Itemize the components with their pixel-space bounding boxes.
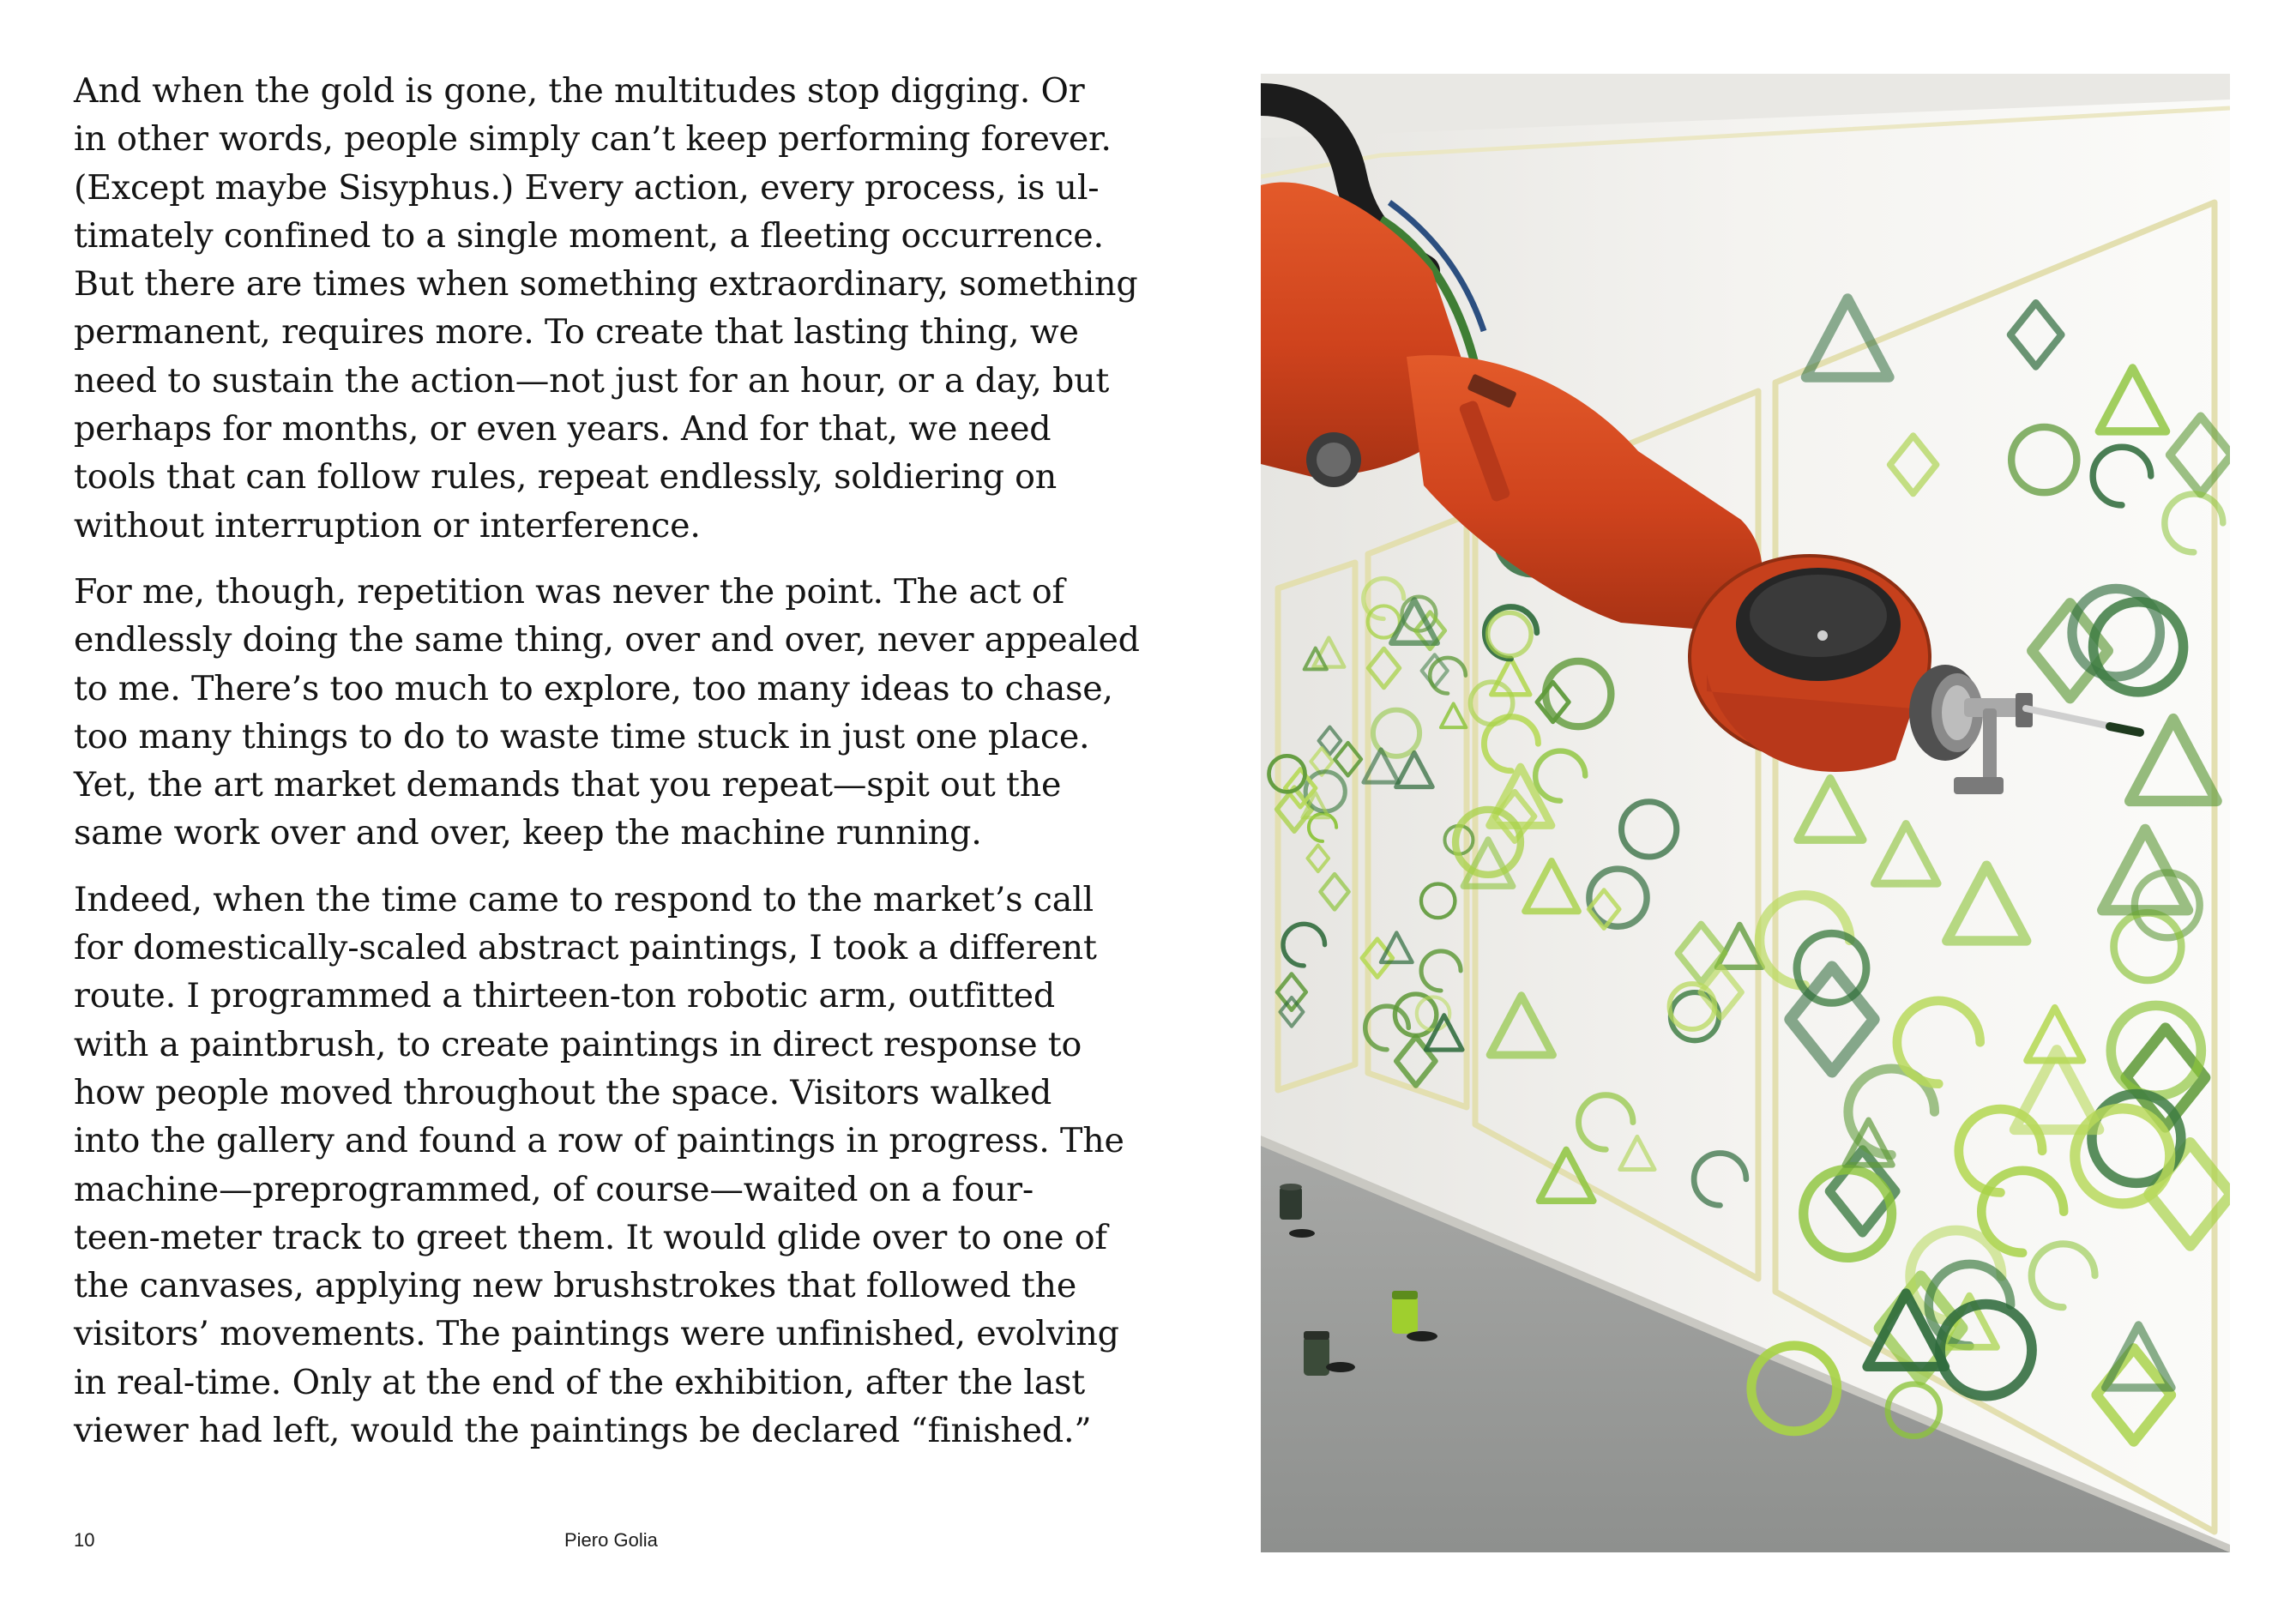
text-line: (Except maybe Sisyphus.) Every action, every process, is ul- <box>74 167 1100 208</box>
text-line: And when the gold is gone, the multitudes stop digging. Or <box>74 71 1085 111</box>
text-line: Indeed, when the time came to respond to the market’s call <box>74 879 1094 919</box>
text-line: teen-meter track to greet them. It would glide over to one of <box>74 1217 1107 1257</box>
text-line: visitors’ movements. The paintings were unfinished, evolving <box>74 1314 1119 1354</box>
text-line: to me. There’s too much to explore, too many ideas to chase, <box>74 668 1113 708</box>
page-number: 10 <box>74 1529 95 1551</box>
text-line: perhaps for months, or even years. And for that, we need <box>74 409 1052 449</box>
text-line: too many things to do to waste time stuck in just one place. <box>74 716 1090 756</box>
text-line: tools that can follow rules, repeat endlessly, soldiering on <box>74 457 1058 497</box>
running-head-author: Piero Golia <box>564 1529 658 1551</box>
text-line: But there are times when something extraordinary, something <box>74 264 1138 304</box>
body-text <box>74 67 1140 1473</box>
text-line: machine—preprogrammed, of course—waited on a four- <box>74 1169 1034 1209</box>
paragraph <box>74 568 1140 858</box>
text-line: Yet, the art market demands that you repeat—spit out the <box>74 765 1062 805</box>
text-line: same work over and over, keep the machine running. <box>74 813 982 853</box>
text-line: permanent, requires more. To create that lasting thing, we <box>74 312 1079 353</box>
text-line: in other words, people simply can’t keep performing forever. <box>74 119 1112 160</box>
photo-illustration <box>1261 74 2230 1552</box>
text-line: for domestically-scaled abstract paintings, I took a different <box>74 928 1097 968</box>
robot-arm-painting-photo <box>1261 74 2230 1552</box>
text-line: viewer had left, would the paintings be declared “finished.” <box>74 1411 1092 1451</box>
text-line: For me, though, repetition was never the point. The act of <box>74 571 1064 612</box>
text-line: route. I programmed a thirteen-ton robotic arm, outfitted <box>74 976 1055 1016</box>
text-line: how people moved throughout the space. Visitors walked <box>74 1072 1052 1112</box>
paragraph <box>74 876 1124 1455</box>
text-line: with a paintbrush, to create paintings in direct response to <box>74 1024 1082 1064</box>
text-line: the canvases, applying new brushstrokes that followed the <box>74 1266 1077 1306</box>
text-line: timately confined to a single moment, a fleeting occurrence. <box>74 215 1104 256</box>
text-line: without interruption or interference. <box>74 505 701 545</box>
text-line: need to sustain the action—not just for an hour, or a day, but <box>74 360 1110 401</box>
text-line: in real-time. Only at the end of the exhibition, after the last <box>74 1362 1085 1402</box>
text-line: endlessly doing the same thing, over and over, never appealed <box>74 620 1140 660</box>
paragraph <box>74 67 1138 550</box>
text-line: into the gallery and found a row of paintings in progress. The <box>74 1121 1124 1161</box>
